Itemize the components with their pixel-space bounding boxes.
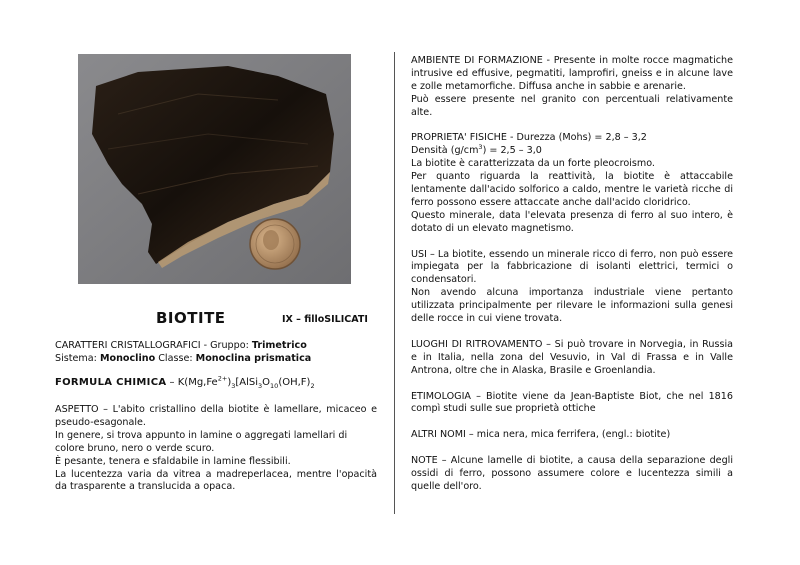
aspetto-section — [55, 404, 377, 494]
proprieta-p3: La biotite è caratterizzata da un forte pleocroismo. — [411, 158, 655, 170]
caratteri-line2: Sistema: Monoclino Classe: Monoclina prismatica — [55, 352, 312, 364]
altri-nomi-p1: ALTRI NOMI – mica nera, mica ferrifera, (engl.: biotite) — [411, 429, 671, 441]
note-p1: NOTE – Alcune lamelle di biotite, a causa della separazione degli ossidi di ferro, possono assumere colore e lucentezza simili a quelle dell'oro. — [411, 455, 733, 492]
ambiente-p1: AMBIENTE DI FORMAZIONE - Presente in molte rocce magmatiche intrusive ed effusive, pegmatiti, lamprofiri, gneiss e in alcune lave e zolle metamorfiche. Diffusa anche in sabbie e arenarie. — [411, 55, 733, 92]
mineral-photo — [78, 54, 351, 284]
proprieta-p5: Questo minerale, data l'elevata presenza di ferro al suo intero, è dotato di un elevato magnetismo. — [411, 209, 733, 234]
proprieta-density: Densità $(g/cm^3) = 2,5 - 3,0$ — [411, 143, 542, 157]
ambiente-section — [411, 55, 733, 120]
proprieta-p4: Per quanto riguarda la reattività, la biotite è attaccabile lentamente dall'acido solforico a caldo, mentre le varietà ricche di ferro possono essere attaccate anche dall'acido cloridrico. — [411, 171, 733, 208]
caratteri-line1: CARATTERI CRISTALLOGRAFICI - Gruppo: Trimetrico — [55, 340, 307, 351]
formula-chimica: FORMULA CHIMICA – $K(Mg,Fe^{2+})_3[AlSi_3O_{10}(OH,F)_2$ — [55, 374, 315, 390]
caratteri-group: Trimetrico — [251, 340, 307, 351]
altri-nomi-section — [411, 429, 733, 442]
column-divider — [394, 52, 395, 514]
ambiente-p2: Può essere presente nel granito con percentuali relativamente alte. — [411, 93, 733, 118]
aspetto-p3: È pesante, tenera e sfaldabile in lamine flessibili. — [55, 455, 291, 467]
right-column — [411, 55, 733, 507]
mineral-class: IX – filloSILICATI — [282, 314, 368, 325]
caratteri-classe: Monoclina prismatica — [195, 352, 312, 364]
usi-p1: USI – La biotite, essendo un minerale ricco di ferro, non può essere impiegata per la fabbricazione di isolanti elettrici, termici o condensatori. — [411, 248, 733, 286]
note-section — [411, 455, 733, 494]
etimologia-p1: ETIMOLOGIA – Biotite viene da Jean-Baptiste Biot, che nel 1816 compì studi sulle sue proprietà ottiche — [411, 390, 733, 415]
luoghi-section — [411, 339, 733, 378]
caratteri-section — [55, 340, 377, 366]
usi-section — [411, 249, 733, 326]
luoghi-p1: LUOGHI DI RITROVAMENTO – Si può trovare in Norvegia, in Russia e in Italia, nella zona del Vesuvio, in Val di Frassa e in Valle Antrona, oltre che in Alaska, Brasile e Groenlandia. — [411, 338, 733, 376]
caratteri-sistema: Monoclino — [99, 352, 156, 364]
aspetto-p1: ASPETTO – L'abito cristallino della biotite è lamellare, micaceo e pseudo-esagonale. — [55, 404, 377, 428]
usi-p2: Non avendo alcuna importanza industriale viene pertanto utilizzata principalmente per rilevare le informazioni sulla genesi delle rocce in cui viene trovata. — [411, 287, 733, 325]
etimologia-section — [411, 391, 733, 417]
aspetto-p4: La lucentezza varia da vitrea a madreperlacea, mentre l'opacità da trasparente a translucida a opaca. — [55, 468, 377, 493]
formula-label: FORMULA CHIMICA — [55, 377, 167, 388]
proprieta-p1: PROPRIETA' FISICHE - Durezza (Mohs) = 2,8 – 3,2 — [411, 132, 647, 144]
mineral-name: BIOTITE — [156, 309, 226, 327]
proprieta-section — [411, 132, 733, 235]
aspetto-p2: In genere, si trova appunto in lamine o aggregati lamellari di colore bruno, nero o verde scuro. — [55, 429, 348, 454]
